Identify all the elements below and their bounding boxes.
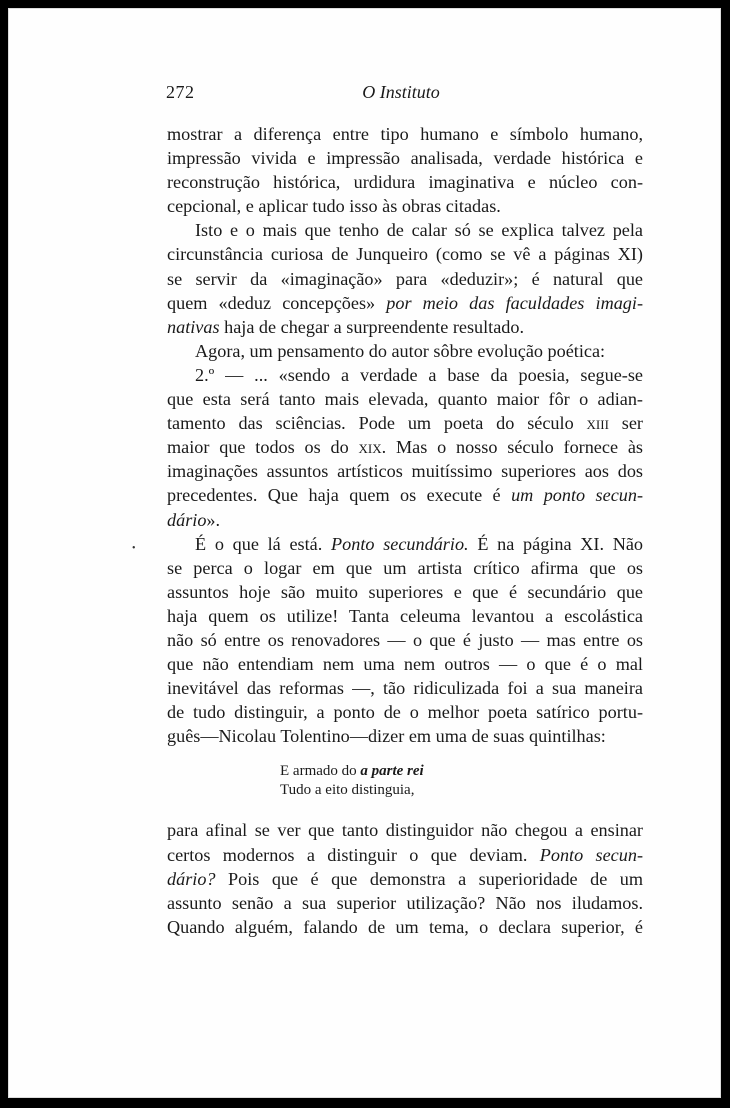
italic-run: Ponto secundário. xyxy=(331,533,469,554)
text-line: Isto e o mais que tenho de calar só se explica talvez pela xyxy=(195,220,643,241)
body-text xyxy=(167,122,643,939)
text-line xyxy=(167,843,643,867)
text-line: haja quem os utilize! Tanta celeuma levantou a escolástica xyxy=(167,605,643,626)
text-line: que esta será tanto mais elevada, quanto maior fôr o adian- xyxy=(167,389,643,410)
text-line xyxy=(167,435,643,459)
text-line xyxy=(167,291,643,315)
text-run: tamento das sciências. Pode um poeta do século xyxy=(167,413,574,434)
text-line: imaginações assuntos artísticos muitíssimo superiores aos dos xyxy=(167,461,643,482)
italic-run: dário xyxy=(167,509,207,530)
roman-numeral: xix xyxy=(358,437,382,458)
paragraph-6 xyxy=(167,818,643,938)
paragraph-1 xyxy=(167,122,643,218)
text-run: Pois que é que demonstra a superioridade de um xyxy=(228,868,644,889)
text-line: circunstância curiosa de Junqueiro (como se vê a páginas XI) xyxy=(167,244,643,265)
text-line xyxy=(167,483,643,507)
bold-italic-run: a parte rei xyxy=(360,763,424,780)
text-line: se servir da «imaginação» para «deduzir»; é natural que xyxy=(167,268,643,289)
text-line xyxy=(167,508,643,532)
text-line: assunto senão a sua superior utilização? Não nos iludamos. xyxy=(167,892,643,913)
text-line xyxy=(167,867,643,891)
paragraph-4 xyxy=(167,363,643,532)
verse-line: Tudo a eito distinguia, xyxy=(280,782,415,799)
text-line: para afinal se ver que tanto distinguidor não chegou a ensinar xyxy=(167,820,643,841)
text-line: inevitável das reformas —, tão ridiculizada foi a sua maneira xyxy=(167,678,643,699)
text-run: . Mas o nosso século fornece às xyxy=(381,437,643,458)
text-run: É na página XI. Não xyxy=(477,533,644,554)
text-line: reconstrução histórica, urdidura imaginativa e núcleo con- xyxy=(167,172,643,193)
text-line: cepcional, e aplicar tudo isso às obras citadas. xyxy=(167,196,501,217)
text-line: não só entre os renovadores — o que é justo — mas entre os xyxy=(167,629,643,650)
italic-run: por meio das faculdades imagi- xyxy=(386,292,643,313)
text-line: mostrar a diferença entre tipo humano e símbolo humano, xyxy=(167,124,643,144)
text-run: haja de chegar a surpreendente resultado. xyxy=(224,316,525,337)
text-run: maior que todos os do xyxy=(167,437,349,458)
paragraph-2 xyxy=(167,218,643,338)
roman-numeral: xiii xyxy=(586,413,609,434)
text-run: quem «deduz concepções» xyxy=(167,292,376,313)
text-line: guês—Nicolau Tolentino—dizer em uma de suas quintilhas: xyxy=(167,726,606,747)
text-run: E armado do xyxy=(280,763,357,780)
text-run: ». xyxy=(206,509,221,530)
italic-run: dário? xyxy=(167,868,216,889)
italic-run: nativas xyxy=(167,316,220,337)
text-line: de tudo distinguir, a ponto de o melhor poeta satírico portu- xyxy=(167,702,643,723)
page-header xyxy=(160,80,642,104)
text-line: impressão vivida e impressão analisada, verdade histórica e xyxy=(167,148,643,169)
italic-run: Ponto secun- xyxy=(539,844,643,865)
text-run: É o que lá está. xyxy=(195,533,323,554)
text-line: que não entendiam nem uma nem outros — o que é o mal xyxy=(167,654,643,675)
text-line: Agora, um pensamento do autor sôbre evolução poética: xyxy=(195,340,606,361)
text-line: Quando alguém, falando de um tema, o declara superior, é xyxy=(167,916,643,937)
paragraph-3 xyxy=(167,339,643,363)
text-line xyxy=(167,411,643,435)
page-number: 272 xyxy=(166,82,195,102)
verse-quote xyxy=(280,762,643,800)
text-line xyxy=(167,315,643,339)
margin-mark: • xyxy=(132,543,136,554)
book-page xyxy=(8,8,721,1098)
text-line xyxy=(167,532,643,556)
text-line: 2.º — ... «sendo a verdade a base da poesia, segue-se xyxy=(195,364,643,385)
text-run: ser xyxy=(621,413,643,434)
text-line: assuntos hoje são muito superiores e que é secundário que xyxy=(167,581,643,602)
paragraph-5 xyxy=(167,532,643,749)
italic-run: um ponto secun- xyxy=(511,485,644,506)
text-run: certos modernos a distinguir o que deviam. xyxy=(167,844,528,865)
verse-line xyxy=(280,762,643,781)
running-head: O Instituto xyxy=(362,82,440,102)
text-run: precedentes. Que haja quem os execute é xyxy=(167,485,501,506)
text-line: se perca o logar em que um artista crítico afirma que os xyxy=(167,557,643,578)
